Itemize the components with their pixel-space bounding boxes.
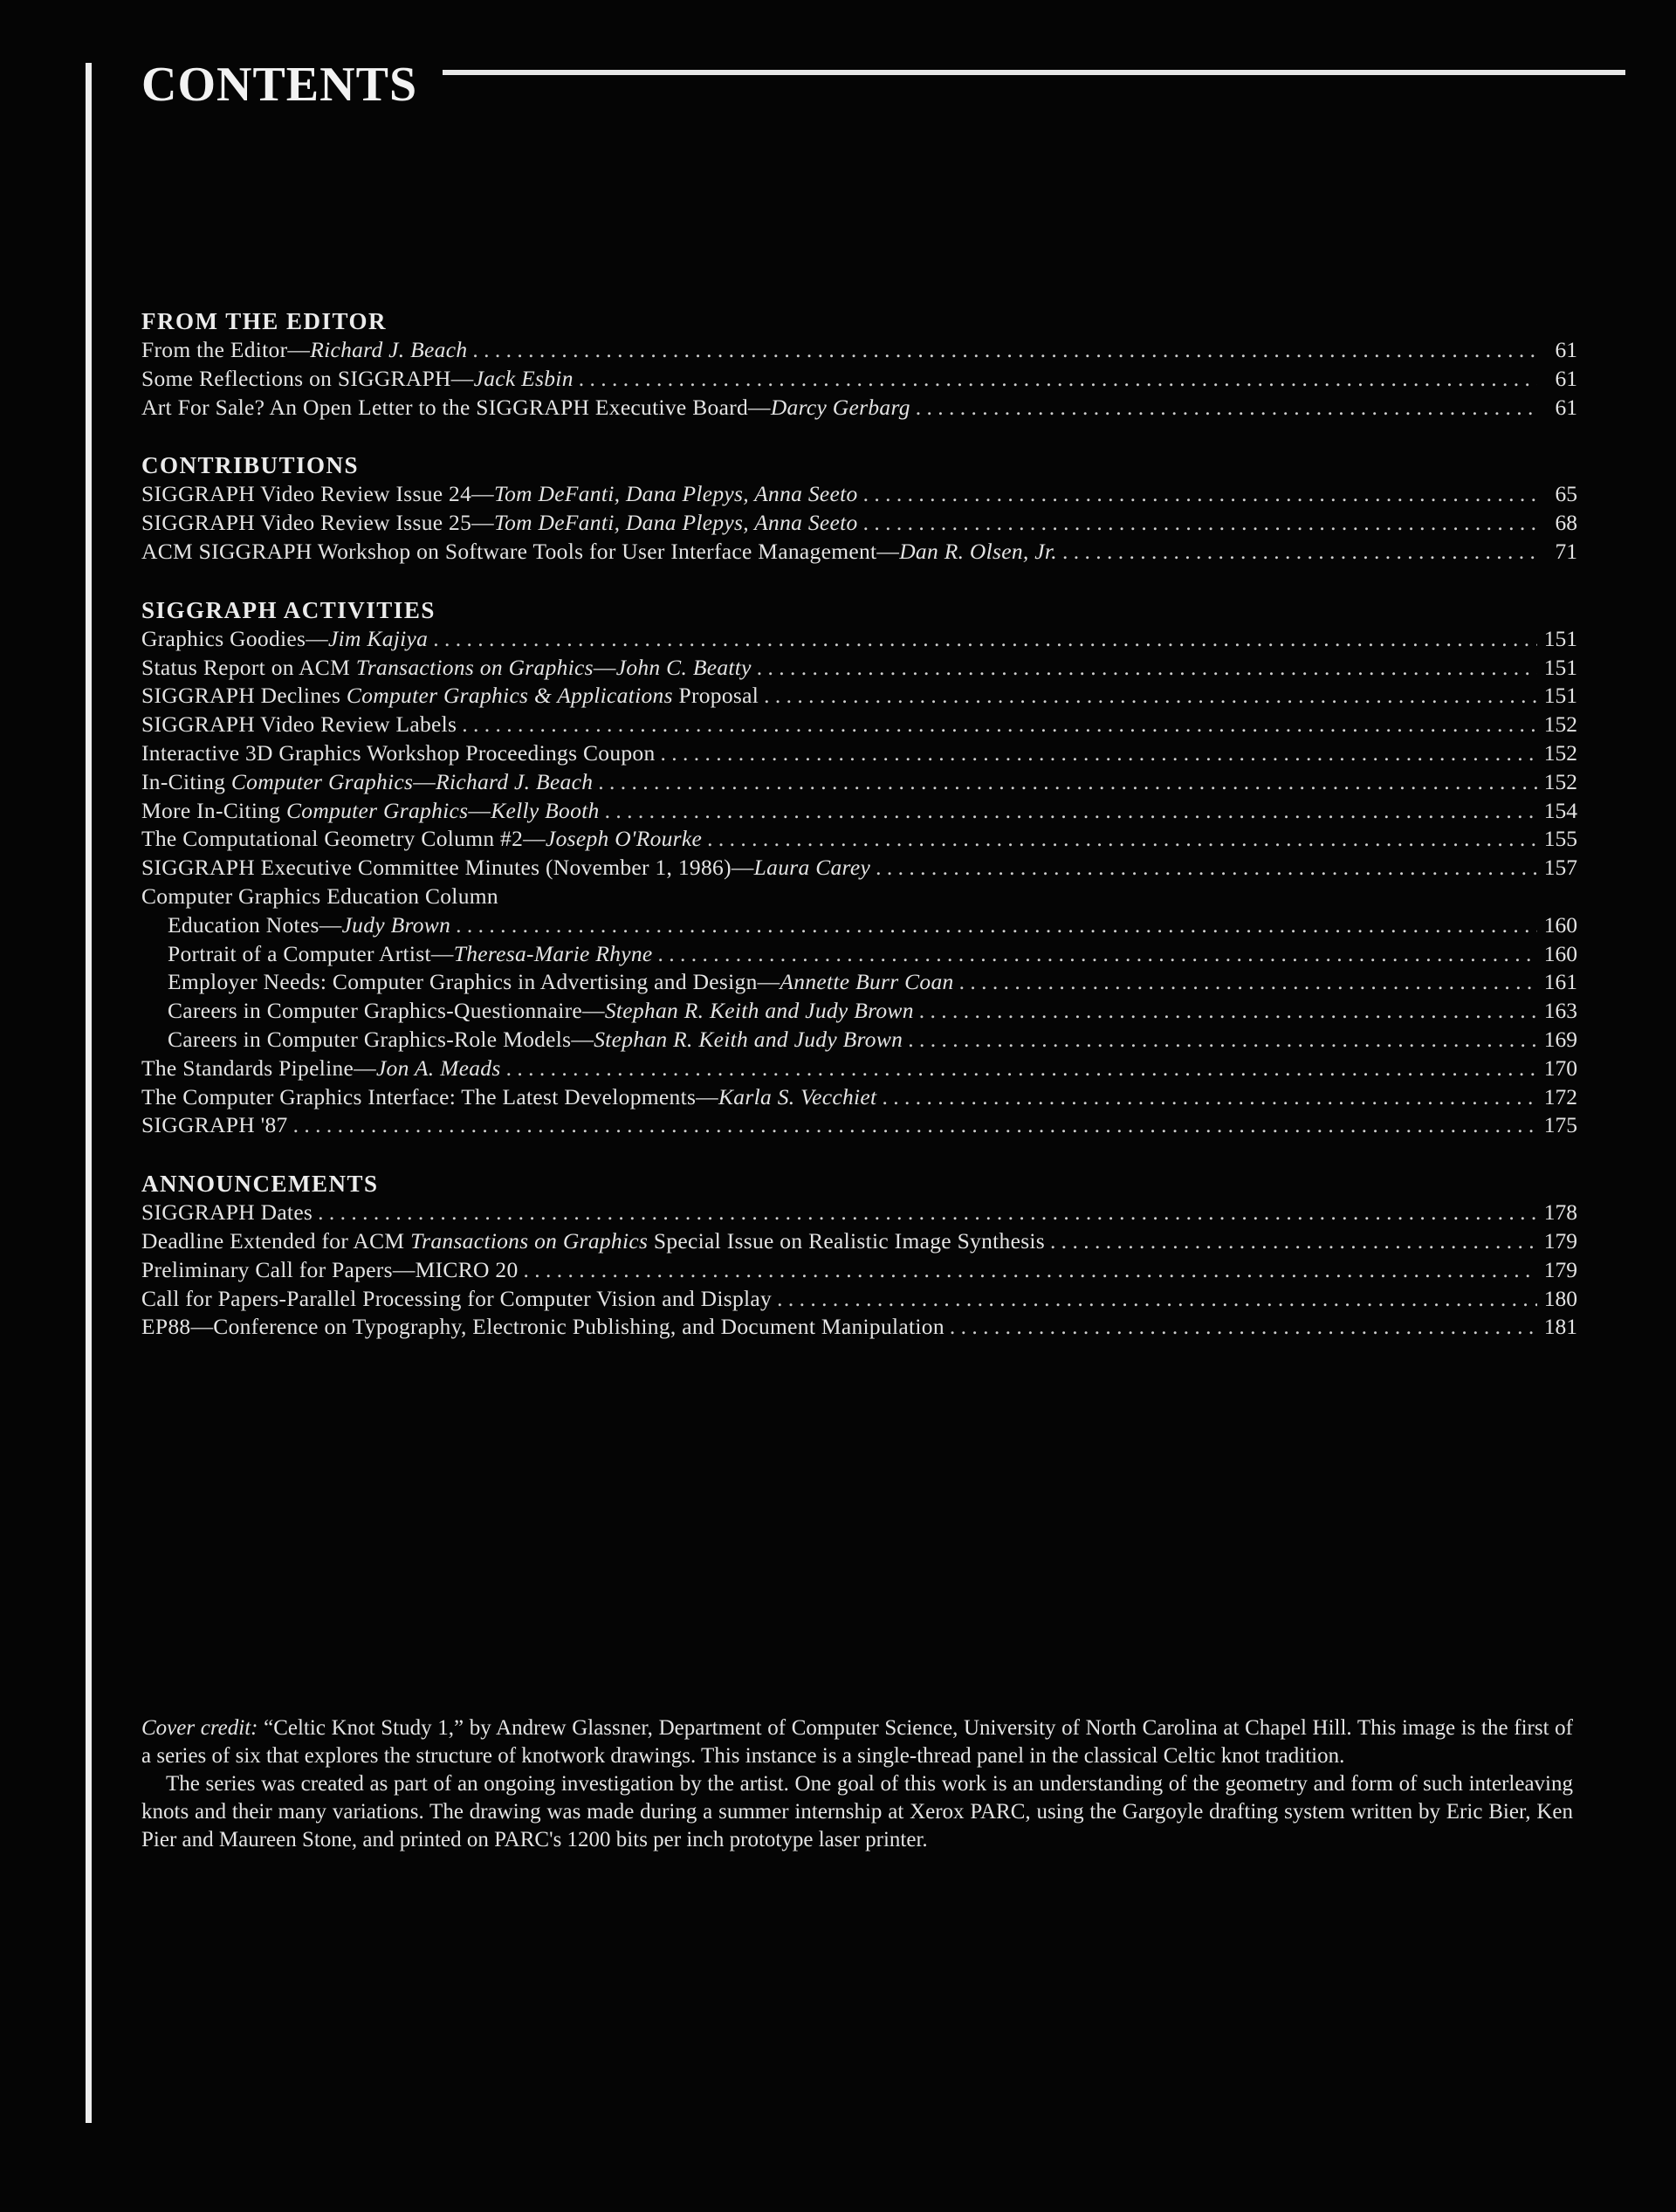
entry-page-number: 61 bbox=[1555, 365, 1577, 391]
toc-section bbox=[141, 1170, 1577, 1342]
entry-title bbox=[141, 883, 498, 911]
entry-author: Annette Burr Coan bbox=[780, 969, 954, 995]
dot-leader bbox=[524, 1256, 1538, 1285]
toc-entry[interactable] bbox=[141, 883, 1577, 911]
entry-text: Deadline Extended for ACM bbox=[141, 1227, 411, 1254]
entry-title bbox=[168, 940, 653, 969]
entry-title bbox=[141, 538, 1057, 567]
entry-title bbox=[168, 911, 450, 940]
toc-entry[interactable] bbox=[141, 1285, 1577, 1314]
entry-italic-title: Computer Graphics bbox=[230, 768, 414, 794]
entry-italic-title: Computer Graphics bbox=[285, 797, 469, 823]
entry-title bbox=[141, 480, 858, 509]
section-heading: ANNOUNCEMENTS bbox=[141, 1171, 379, 1198]
entry-title bbox=[141, 394, 910, 422]
entry-author: Stephan R. Keith and Judy Brown bbox=[594, 1026, 903, 1052]
entry-author: John C. Beatty bbox=[615, 654, 752, 680]
entry-title bbox=[141, 768, 593, 797]
entry-page-number: 161 bbox=[1543, 969, 1577, 995]
toc-entry[interactable] bbox=[141, 825, 1577, 854]
entry-page-number: 152 bbox=[1543, 711, 1577, 738]
table-of-contents bbox=[141, 307, 1577, 1371]
entry-text: Special Issue on Realistic Image Synthesis bbox=[648, 1227, 1046, 1254]
entry-page-number: 179 bbox=[1543, 1227, 1577, 1254]
entry-title bbox=[168, 968, 954, 997]
cover-credit-paragraph-1 bbox=[141, 1714, 1573, 1770]
entry-page-number: 160 bbox=[1543, 940, 1577, 966]
entry-page-number: 169 bbox=[1543, 1026, 1577, 1052]
dot-leader bbox=[598, 768, 1537, 797]
entry-title bbox=[168, 1026, 903, 1054]
entry-text: SIGGRAPH Video Review Issue 24— bbox=[141, 481, 494, 507]
entry-title bbox=[141, 1285, 772, 1314]
entry-author: Jim Kajiya bbox=[328, 625, 429, 651]
section-heading: FROM THE EDITOR bbox=[141, 308, 388, 334]
entry-page-number: 154 bbox=[1543, 797, 1577, 823]
toc-entry[interactable] bbox=[141, 1111, 1577, 1140]
entry-title bbox=[141, 1083, 876, 1112]
entry-text: SIGGRAPH Dates bbox=[141, 1199, 313, 1226]
toc-entry[interactable] bbox=[141, 997, 1577, 1026]
cover-credit bbox=[141, 1714, 1573, 1854]
dot-leader bbox=[908, 1026, 1537, 1054]
dot-leader bbox=[506, 1054, 1537, 1083]
dot-leader bbox=[433, 625, 1537, 654]
dot-leader bbox=[757, 654, 1537, 683]
entry-page-number: 157 bbox=[1543, 855, 1577, 881]
entry-text: SIGGRAPH '87 bbox=[141, 1112, 288, 1138]
toc-entry[interactable] bbox=[141, 1054, 1577, 1083]
toc-entry[interactable] bbox=[141, 480, 1577, 509]
toc-entry[interactable] bbox=[141, 797, 1577, 826]
entry-author: Dan R. Olsen, Jr. bbox=[899, 538, 1057, 564]
toc-entry[interactable] bbox=[141, 739, 1577, 768]
entry-italic-title: Transactions on Graphics bbox=[355, 654, 594, 680]
dot-leader bbox=[919, 997, 1537, 1026]
entry-author: Karla S. Vecchiet bbox=[718, 1083, 877, 1109]
entry-italic-title: Computer Graphics & Applications bbox=[346, 683, 673, 709]
entry-page-number: 178 bbox=[1543, 1199, 1577, 1226]
page-title: CONTENTS bbox=[141, 58, 418, 112]
section-heading: CONTRIBUTIONS bbox=[141, 452, 360, 479]
entry-title bbox=[141, 625, 428, 654]
entry-page-number: 152 bbox=[1543, 739, 1577, 766]
entry-author: Laura Carey bbox=[753, 855, 871, 881]
entry-page-number: 152 bbox=[1543, 768, 1577, 794]
toc-entry[interactable] bbox=[141, 768, 1577, 797]
entry-author: Theresa-Marie Rhyne bbox=[453, 940, 653, 966]
toc-entry[interactable] bbox=[141, 854, 1577, 883]
entry-text: SIGGRAPH Declines bbox=[141, 683, 347, 709]
entry-text: Proposal bbox=[672, 683, 759, 709]
page-header bbox=[141, 54, 1625, 115]
entry-page-number: 175 bbox=[1543, 1112, 1577, 1138]
toc-entry[interactable] bbox=[141, 538, 1577, 567]
entry-page-number: 163 bbox=[1543, 998, 1577, 1024]
toc-entry[interactable] bbox=[141, 509, 1577, 538]
entry-title bbox=[141, 682, 759, 711]
entry-text: Some Reflections on SIGGRAPH— bbox=[141, 365, 474, 391]
toc-entry[interactable] bbox=[141, 365, 1577, 394]
entry-text: Status Report on ACM bbox=[141, 654, 356, 680]
entry-title bbox=[141, 509, 858, 538]
entry-page-number: 172 bbox=[1543, 1083, 1577, 1109]
entry-title bbox=[141, 1256, 519, 1285]
toc-entry[interactable] bbox=[141, 1199, 1577, 1227]
entry-text: SIGGRAPH Video Review Labels bbox=[141, 711, 457, 738]
section-heading: SIGGRAPH ACTIVITIES bbox=[141, 596, 436, 623]
dot-leader bbox=[959, 968, 1537, 997]
toc-entry[interactable] bbox=[141, 968, 1577, 997]
entry-title bbox=[141, 1054, 501, 1083]
toc-entry[interactable] bbox=[141, 1313, 1577, 1342]
entry-page-number: 65 bbox=[1555, 481, 1577, 507]
toc-entry[interactable] bbox=[141, 1256, 1577, 1285]
dot-leader bbox=[916, 394, 1537, 422]
toc-entry[interactable] bbox=[141, 711, 1577, 739]
entry-text: Interactive 3D Graphics Workshop Proceedings Coupon bbox=[141, 739, 656, 766]
dot-leader bbox=[777, 1285, 1537, 1314]
toc-entry[interactable] bbox=[141, 625, 1577, 654]
entry-title bbox=[141, 336, 467, 365]
entry-author: Tom DeFanti, Dana Plepys, Anna Seeto bbox=[493, 481, 858, 507]
entry-author: Kelly Booth bbox=[491, 797, 600, 823]
entry-text: Portrait of a Computer Artist— bbox=[168, 940, 454, 966]
entry-page-number: 170 bbox=[1543, 1054, 1577, 1081]
entry-author: Jon A. Meads bbox=[375, 1054, 501, 1081]
entry-text: SIGGRAPH Executive Committee Minutes (November 1, 1986)— bbox=[141, 855, 754, 881]
entry-text: The Computer Graphics Interface: The Latest Developments— bbox=[141, 1083, 718, 1109]
entry-author: Tom DeFanti, Dana Plepys, Anna Seeto bbox=[493, 510, 858, 536]
entry-title bbox=[141, 1227, 1045, 1256]
entry-page-number: 160 bbox=[1543, 911, 1577, 938]
entry-title bbox=[141, 854, 870, 883]
entry-title bbox=[141, 1111, 288, 1140]
entry-text: SIGGRAPH Video Review Issue 25— bbox=[141, 510, 494, 536]
entry-author: Richard J. Beach bbox=[436, 768, 594, 794]
entry-title bbox=[141, 1199, 313, 1227]
toc-section bbox=[141, 451, 1577, 566]
entry-text: — bbox=[593, 654, 616, 680]
cover-credit-label: Cover credit: bbox=[141, 1716, 258, 1740]
toc-section bbox=[141, 596, 1577, 1140]
entry-page-number: 181 bbox=[1543, 1314, 1577, 1340]
entry-text: Employer Needs: Computer Graphics in Advertising and Design— bbox=[168, 969, 780, 995]
entry-text: Careers in Computer Graphics-Role Models— bbox=[168, 1026, 594, 1052]
entry-title bbox=[141, 1313, 944, 1342]
entry-text: Computer Graphics Education Column bbox=[141, 883, 498, 909]
entry-text: Preliminary Call for Papers—MICRO 20 bbox=[141, 1256, 519, 1282]
entry-page-number: 180 bbox=[1543, 1285, 1577, 1311]
title-rule bbox=[443, 70, 1625, 75]
toc-entry[interactable] bbox=[141, 1227, 1577, 1256]
dot-leader bbox=[863, 509, 1537, 538]
toc-entry[interactable] bbox=[141, 654, 1577, 683]
entry-author: Stephan R. Keith and Judy Brown bbox=[604, 998, 914, 1024]
left-margin-rule bbox=[86, 63, 92, 2123]
entry-text: EP88—Conference on Typography, Electronic Publishing, and Document Manipulation bbox=[141, 1314, 944, 1340]
entry-page-number: 61 bbox=[1555, 337, 1577, 362]
entry-page-number: 151 bbox=[1543, 654, 1577, 680]
entry-title bbox=[141, 654, 752, 683]
entry-text: Call for Papers-Parallel Processing for Computer Vision and Display bbox=[141, 1285, 773, 1311]
dot-leader bbox=[318, 1199, 1537, 1227]
entry-text: From the Editor— bbox=[141, 337, 311, 362]
entry-page-number: 151 bbox=[1543, 625, 1577, 651]
toc-entry[interactable] bbox=[141, 1083, 1577, 1112]
entry-page-number: 155 bbox=[1543, 826, 1577, 852]
toc-entry[interactable] bbox=[141, 336, 1577, 365]
entry-title bbox=[141, 365, 574, 394]
entry-text: Graphics Goodies— bbox=[141, 625, 329, 651]
dot-leader bbox=[658, 940, 1537, 969]
entry-text: Careers in Computer Graphics-Questionnaire— bbox=[168, 998, 605, 1024]
entry-page-number: 179 bbox=[1543, 1256, 1577, 1282]
dot-leader bbox=[456, 911, 1537, 940]
entry-title bbox=[168, 997, 914, 1026]
dot-leader bbox=[661, 739, 1537, 768]
entry-text: — bbox=[413, 768, 436, 794]
toc-entry[interactable] bbox=[141, 682, 1577, 711]
entry-author: Joseph O'Rourke bbox=[545, 826, 703, 852]
toc-entry[interactable] bbox=[141, 1026, 1577, 1054]
entry-author: Darcy Gerbarg bbox=[770, 394, 910, 420]
dot-leader bbox=[1050, 1227, 1537, 1256]
entry-author: Judy Brown bbox=[341, 911, 451, 938]
dot-leader bbox=[472, 336, 1537, 365]
entry-page-number: 68 bbox=[1555, 510, 1577, 536]
dot-leader bbox=[950, 1313, 1537, 1342]
cover-credit-paragraph-2: The series was created as part of an ongoing investigation by the artist. One goal of this work is an understanding of the geometry and form of such interleaving knots and their many variations. The drawing was made during a summer internship at Xerox PARC, using the Gargoyle drafting system written by Eric Bier, Ken Pier and Maureen Stone, and printed on PARC's 1200 bits per inch prototype laser printer. bbox=[141, 1772, 1573, 1851]
entry-page-number: 61 bbox=[1555, 394, 1577, 420]
toc-section bbox=[141, 307, 1577, 422]
dot-leader bbox=[462, 711, 1537, 739]
entry-page-number: 71 bbox=[1555, 538, 1577, 564]
dot-leader bbox=[764, 682, 1537, 711]
entry-title bbox=[141, 825, 702, 854]
entry-italic-title: Transactions on Graphics bbox=[410, 1227, 649, 1254]
toc-entry[interactable] bbox=[141, 940, 1577, 969]
dot-leader bbox=[876, 854, 1537, 883]
dot-leader bbox=[882, 1083, 1537, 1112]
entry-text: Art For Sale? An Open Letter to the SIGGRAPH Executive Board— bbox=[141, 394, 771, 420]
toc-entry[interactable] bbox=[141, 394, 1577, 422]
dot-leader bbox=[707, 825, 1537, 854]
entry-text: ACM SIGGRAPH Workshop on Software Tools for User Interface Management— bbox=[141, 538, 900, 564]
entry-page-number: 151 bbox=[1543, 683, 1577, 709]
entry-text: In-Citing bbox=[141, 768, 231, 794]
dot-leader bbox=[605, 797, 1537, 826]
entry-author: Richard J. Beach bbox=[310, 337, 468, 362]
dot-leader bbox=[1062, 538, 1537, 567]
entry-title bbox=[141, 797, 600, 826]
cover-credit-text-1: “Celtic Knot Study 1,” by Andrew Glassner, Department of Computer Science, University of North Carolina at Chapel Hill. This image is the first of a series of six that explores the structure of knotwork drawings. This instance is a single-thread panel in the classical Celtic knot tradition. bbox=[141, 1716, 1573, 1768]
entry-text: — bbox=[468, 797, 491, 823]
dot-leader bbox=[863, 480, 1537, 509]
entry-text: The Standards Pipeline— bbox=[141, 1054, 376, 1081]
entry-text: Education Notes— bbox=[168, 911, 342, 938]
entry-text: More In-Citing bbox=[141, 797, 286, 823]
entry-text: The Computational Geometry Column #2— bbox=[141, 826, 546, 852]
entry-author: Jack Esbin bbox=[473, 365, 574, 391]
toc-entry[interactable] bbox=[141, 911, 1577, 940]
dot-leader bbox=[579, 365, 1537, 394]
entry-title bbox=[141, 711, 457, 739]
entry-title bbox=[141, 739, 656, 768]
dot-leader bbox=[293, 1111, 1537, 1140]
